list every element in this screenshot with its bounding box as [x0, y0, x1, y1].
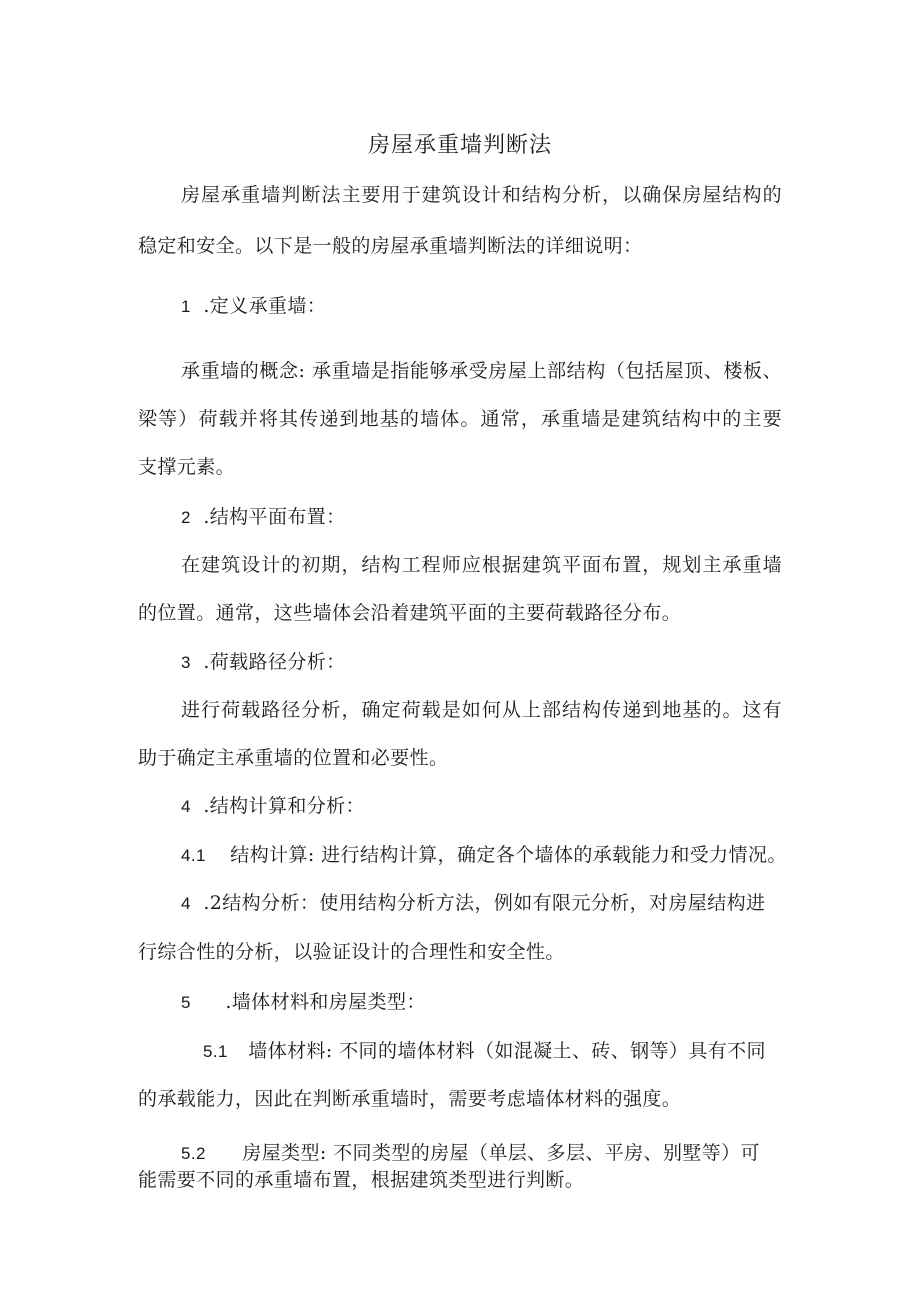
- section-5-2-line-1: [181, 1141, 760, 1166]
- section-2-line-1: 在建筑设计的初期，结构工程师应根据建筑平面布置，规划主承重墙: [181, 554, 782, 576]
- section-2-number: 2: [181, 508, 191, 527]
- intro-line-1: 房屋承重墙判断法主要用于建筑设计和结构分析，以确保房屋结构的: [181, 184, 782, 206]
- section-1-title: .定义承重墙：: [203, 295, 327, 317]
- section-1-line-3: 支撑元素。: [138, 456, 236, 478]
- section-5-1-number: 5.1: [203, 1042, 228, 1061]
- section-5-1-text: 墙体材料: 不同的墙体材料（如混凝土、砖、钢等）具有不同: [248, 1040, 766, 1062]
- section-2-heading: [181, 505, 346, 530]
- section-1-number: 1: [181, 297, 191, 316]
- section-2-title: .结构平面布置：: [203, 506, 346, 528]
- section-2-line-2: 的位置。通常，这些墙体会沿着建筑平面的主要荷载路径分布。: [138, 602, 682, 624]
- section-4-heading: [181, 794, 365, 819]
- section-4-number: 4: [181, 797, 191, 816]
- section-4-2-line-2: 行综合性的分析，以验证设计的合理性和安全性。: [138, 941, 565, 963]
- section-5-1-line-2: 的承载能力，因此在判断承重墙时，需要考虑墙体材料的强度。: [138, 1088, 682, 1110]
- section-3-title: .荷载路径分析：: [203, 651, 346, 673]
- intro-line-2: 稳定和安全。以下是一般的房屋承重墙判断法的详细说明：: [138, 235, 643, 257]
- section-5-number: 5: [181, 993, 191, 1012]
- page-title: 房屋承重墙判断法: [367, 133, 552, 158]
- section-4-2-line-1: [181, 891, 765, 916]
- section-5-heading: [181, 990, 426, 1015]
- section-3-line-2: 助于确定主承重墙的位置和必要性。: [138, 747, 449, 769]
- section-3-line-1: 进行荷载路径分析，确定荷载是如何从上部结构传递到地基的。这有: [181, 699, 782, 721]
- section-1-line-2: 梁等）荷载并将其传递到地基的墙体。通常，承重墙是建筑结构中的主要: [138, 408, 782, 430]
- section-3-heading: [181, 650, 346, 675]
- section-4-1-text: 结构计算: 进行结构计算，确定各个墙体的承载能力和受力情况。: [230, 844, 787, 866]
- section-5-1-line-1: [203, 1039, 766, 1064]
- section-4-2-number: 4: [181, 894, 191, 913]
- section-4-1-line: [181, 843, 787, 868]
- section-5-2-line-2: 能需要不同的承重墙布置，根据建筑类型进行判断。: [138, 1169, 585, 1191]
- section-1-line-1: 承重墙的概念: 承重墙是指能够承受房屋上部结构（包括屋顶、楼板、: [181, 360, 782, 382]
- section-5-title: .墙体材料和房屋类型：: [225, 991, 426, 1013]
- section-1-heading: [181, 294, 326, 319]
- section-5-2-number: 5.2: [181, 1144, 206, 1163]
- section-4-title: .结构计算和分析：: [203, 795, 365, 817]
- section-5-2-text: 房屋类型: 不同类型的房屋（单层、多层、平房、别墅等）可: [242, 1142, 760, 1164]
- section-4-2-text: .2结构分析：使用结构分析方法，例如有限元分析，对房屋结构进: [203, 892, 766, 914]
- section-4-1-number: 4.1: [181, 846, 206, 865]
- section-3-number: 3: [181, 653, 191, 672]
